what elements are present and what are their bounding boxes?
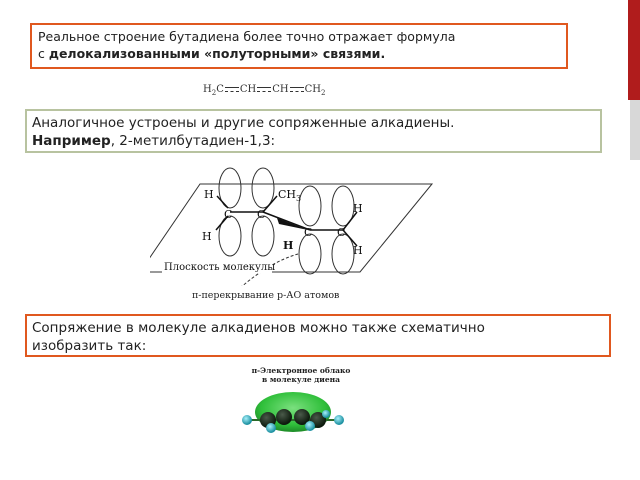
conjugation-line-1: Сопряжение в молекуле алкадиенов можно также схематично (32, 320, 485, 336)
p-orbital-lobe (299, 234, 321, 274)
atom-label-h: H (204, 188, 214, 201)
p-orbital-lobe (252, 216, 274, 256)
p-orbital-lobe (252, 168, 274, 208)
intro-bold: делокализованными «полуторными» связями. (48, 46, 386, 61)
atom-label-h: H (353, 244, 363, 257)
carbon-atom (276, 409, 292, 425)
conjugation-line-2: изобразить так: (32, 338, 147, 354)
hydrogen-atom (242, 415, 252, 425)
analog-text-box (25, 109, 602, 153)
delocalized-bond (257, 87, 271, 92)
analog-line-2: Например, 2-метилбутадиен-1,3: (32, 133, 276, 149)
intro-line-1: Реальное строение бутадиена более точно отражает формула (38, 29, 456, 44)
orbital-caption-line-2: в молекуле диена (262, 375, 340, 384)
intro-line-2: с делокализованными «полуторными» связями. (38, 46, 386, 61)
pi-electron-cloud-image (238, 384, 348, 444)
hydrogen-atom (334, 415, 344, 425)
delocalized-bond (225, 87, 239, 92)
atom-label-ch3: $CH_3$ (278, 188, 302, 203)
atom-label-h: H (353, 202, 363, 215)
orbital-caption-line-1: π-Электронное облако (251, 366, 351, 375)
atom-label-c: C (224, 208, 233, 221)
intro-text-box (30, 23, 568, 69)
p-orbital-lobe (332, 234, 354, 274)
hydrogen-atom (266, 423, 276, 433)
atom-label-h: H (202, 230, 212, 243)
conjugation-text-box (25, 314, 611, 357)
hydrogen-atom (322, 410, 330, 418)
overlap-caption: π-перекрывание р-АО атомов (192, 290, 340, 301)
accent-bar-gray (630, 100, 640, 160)
example-bold: Например (32, 133, 111, 149)
methylbutadiene-orbital-diagram (150, 166, 440, 286)
hydrogen-atom (305, 421, 315, 431)
atom-label-c: C (337, 226, 346, 239)
orbital-caption (246, 366, 356, 384)
atom-label-h: H (283, 239, 294, 252)
p-orbital-lobe (299, 186, 321, 226)
analog-line-1: Аналогичное устроены и другие сопряженные алкадиены. (32, 115, 455, 131)
butadiene-formula: $H_2C$ CH CH $CH_2$ (203, 84, 326, 97)
atom-label-c: C (257, 208, 266, 221)
delocalized-bond (290, 87, 304, 92)
atom-label-c: C (304, 226, 313, 239)
plane-label: Плоскость молекулы (164, 262, 276, 273)
accent-bar-red (628, 0, 640, 100)
